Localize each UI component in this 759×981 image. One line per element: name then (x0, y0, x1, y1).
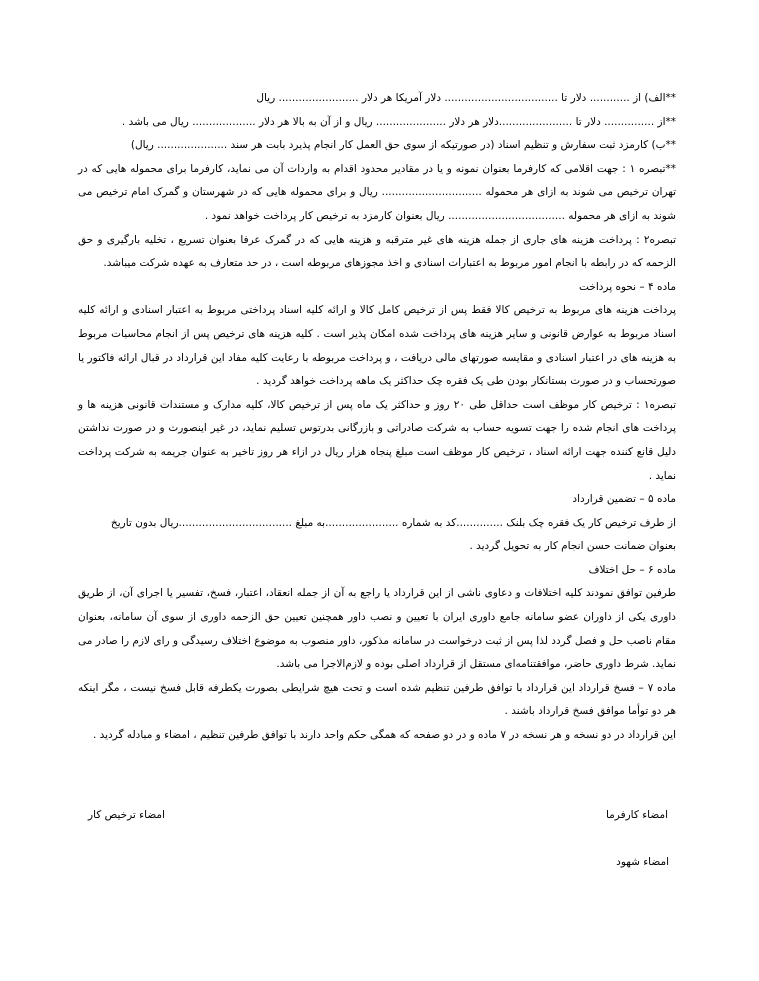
fee-line-a2: **از ............... دلار تا ......................دلار هر دلار ..................... ریال و از آن به بالا هر دلار ................... ریال می باشد . (121, 115, 676, 128)
article-5-line-1: از طرف ترخیص کار یک فقره چک بلنک ..............کد به شماره ......................به مبلغ ..................................ریال بدون تاریخ (110, 516, 676, 529)
article-5-title: ماده ۵ – تضمین قرارداد (572, 493, 676, 506)
article-4-body: پرداخت هزینه های مربوط به ترخیص کالا فقط پس از ترخیص کامل کالا و ارائه کلیه اسناد پرداختی مربوط به اعتبار اسنادی و ارائه کلیه اسناد مربوط به عوارض قانونی و سایر هزینه های پرداخت شده امکان پذیر است . کلیه هزینه های ترخیص پس از انجام محاسبات مربوط به هزینه های در اعتبار اسنادی و مقایسه صورتهای مالی دریافت ، و پرداخت مربوطه با رعایت کلیه مفاد این قرارداد در قبال ارائه فاکتور یا صورتحساب و در صورت بستانکار بودن طی یک فقره چک حداکثر یک ماهه پرداخت خواهد گردید . (78, 304, 676, 388)
contract-body (78, 87, 676, 748)
closing-paragraph: این قرارداد در دو نسخه و هر نسخه در ۷ ماده و در دو صفحه که همگی حکم واحد دارند با توافق طرفین تنظیم ، امضاء و مبادله گردید . (92, 729, 676, 742)
employer-signature-label: امضاء کارفرما (605, 809, 668, 821)
signature-row (88, 803, 668, 827)
article-7: ماده ۷ – فسخ قرارداد این قرارداد با توافق طرفین تنظیم شده است و تحت هیچ شرایطی بصورت یکطرفه قابل فسخ نیست ، مگر اینکه هر دو توأما موافق فسخ قرارداد باشند . (78, 681, 677, 718)
agent-signature-label: امضاء ترخیص کار (88, 809, 165, 821)
note-1: **تبصره ۱ : جهت اقلامی که کارفرما بعنوان نمونه و یا در مقادیر محدود اقدام به واردات آن می نماید، کارفرما برای محموله هایی که در تهران ترخیص می شوند به ازای هر محموله .............................. ریال و برای محموله هایی که در شهرستان و گمرک امام ترخیص می شوند به ازای هر محموله ................................... ریال بعنوان کارمزد به ترخیص کار پرداخت خواهد نمود . (78, 162, 676, 222)
article-5-line-2: بعنوان ضمانت حسن انجام کار به تحویل گردید . (469, 540, 676, 553)
fee-line-b: **ب) کارمزد ثبت سفارش و تنظیم اسناد (در صورتیکه از سوی حق العمل کار انجام پذیرد بابت هر سند ..................... ریال) (130, 139, 676, 152)
witnesses-signature-label: امضاء شهود (616, 856, 669, 868)
note-2: تبصره۲ : پرداخت هزینه های جاری از جمله هزینه های غیر مترقبه و هزینه هایی که در گمرک عرفا بعنوان تسریع ، تخلیه بارگیری و حق الزحمه که در رابطه با انجام امور مربوط به اعتبارات اسنادی و اخذ مجوزهای مربوطه است ، در حد متعارف به عهده شرکت میباشد. (78, 233, 676, 270)
article-4-note-1: تبصره۱ : ترخیص کار موظف است حداقل طی ۲۰ روز و حداکثر یک ماه پس از ترخیص کالا، کلیه مدارک و مستندات قانونی هزینه ها و پرداخت های انجام شده را جهت تسویه حساب به شرکت صادراتی و بازرگانی بدرتوس تسلیم نماید، در غیر اینصورت و در صورت نداشتن دلیل قانع کننده جهت ارائه اسناد ، ترخیص کار موظف است مبلغ پنجاه هزار ریال در ازاء هر روز تاخیر به عنوان جریمه به شرکت پرداخت نماید . (78, 398, 677, 482)
fee-line-a: **الف) از ............ دلار تا .................................. دلار آمریکا هر دلار ........................ ریال (256, 92, 676, 104)
article-4-title: ماده ۴ – نحوه پرداخت (579, 280, 676, 293)
article-6-body: طرفین توافق نمودند کلیه اختلافات و دعاوی ناشی از این قرارداد یا راجع به آن از جمله انعقاد، اعتبار، فسخ، تفسیر یا اجرای آن، از طریق داوری یکی از داوران عضو سامانه جامع داوری ایران با تعیین و نصب داور همچنین تعیین حق الزحمه داوری از سوی آن سامانه، بعنوان مقام ناصب حل و فصل گردد لذا پس از ثبت درخواست در سامانه مذکور، داور منصوب به موضوع اختلاف رسیدگی و رای لازم را صادر می نماید. شرط داوری حاضر، موافقتنامه‌ای مستقل از قرارداد اصلی بوده و لازم‌الاجرا می باشد. (78, 587, 676, 671)
article-6-title: ماده ۶ – حل اختلاف (588, 563, 676, 576)
